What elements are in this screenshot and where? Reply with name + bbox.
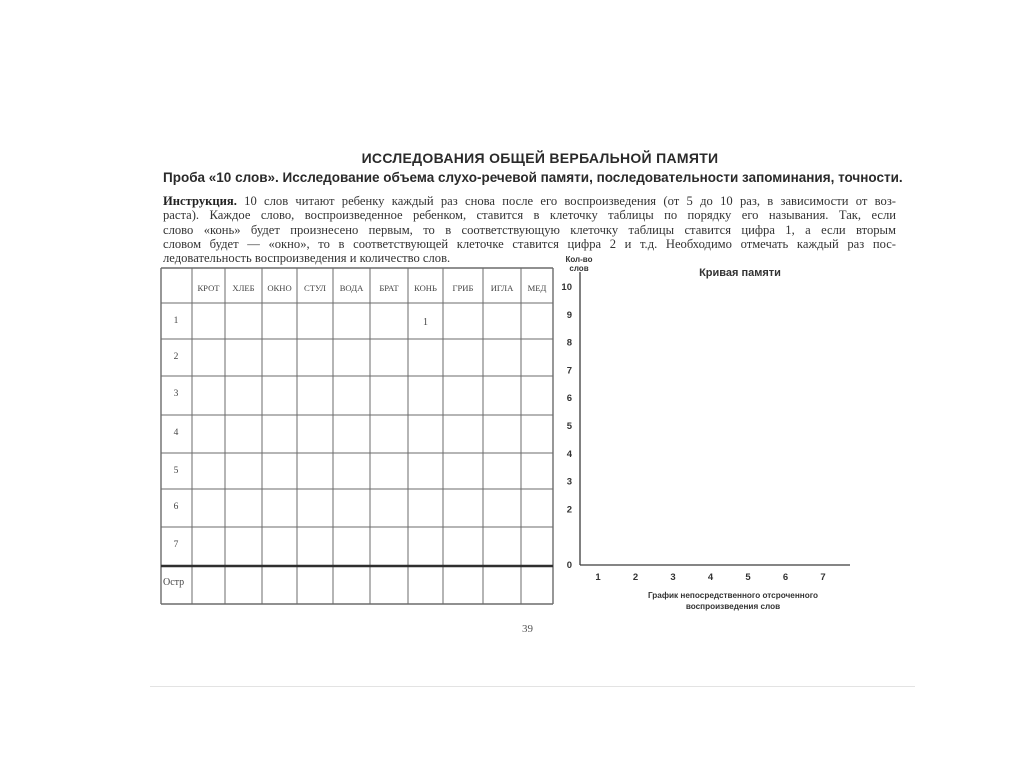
instruction-line-2: раста). Каждое слово, воспроизведенное ребенком, ставится в клеточку таблицы по порядку его называния. Так, если: [163, 208, 896, 223]
row-header-5: 5: [173, 466, 179, 476]
y-tick-label: 8: [566, 337, 572, 349]
chart-xlabel-line-1: График непосредственного отсроченного: [647, 591, 819, 600]
instruction-label: Инструкция.: [163, 194, 237, 208]
column-header-4: СТУЛ: [304, 283, 326, 293]
row-header-4: 4: [173, 428, 179, 438]
column-header-7: КОНЬ: [414, 283, 437, 293]
instruction-line-1: Инструкция. 10 слов читают ребенку каждый раз снова после его воспроизведения (от 5 до 10 раз, в зависимости от воз-: [163, 194, 897, 208]
page-subtitle: Проба «10 слов». Исследование объема слухо-речевой памяти, последовательности запоминания, точности.: [163, 170, 903, 185]
chart-ylabel-line-2: слов: [569, 264, 589, 273]
instruction-line-5: ледовательность воспроизведения и количество слов.: [163, 251, 451, 266]
y-tick-label: 6: [566, 393, 572, 405]
page-title: ИССЛЕДОВАНИЯ ОБЩЕЙ ВЕРБАЛЬНОЙ ПАМЯТИ: [361, 150, 719, 166]
instruction-line-3: слово «конь» будет произнесено первым, то в соответствующую клеточку таблицы ставится цифра 1, а если вторым: [163, 222, 896, 237]
column-header-9: ИГЛА: [490, 283, 514, 293]
row-header-1: 1: [173, 316, 179, 326]
instruction-line-4: словом будет — «окно», то в соответствующей клеточке ставится цифра 2 и т.д. Необходимо отмечать каждый раз пос-: [163, 236, 896, 251]
x-tick-label: 3: [670, 572, 676, 583]
column-header-10: МЕД: [527, 283, 547, 293]
table-cell-mark: 1: [423, 317, 428, 328]
y-tick-label: 5: [566, 421, 572, 432]
chart-title: Кривая памяти: [699, 267, 781, 279]
column-header-2: ХЛЕБ: [232, 283, 255, 293]
x-tick-label: 5: [745, 572, 751, 583]
row-header-8: Остр: [163, 577, 185, 588]
row-header-7: 7: [173, 540, 179, 550]
y-tick-label: 0: [566, 560, 572, 571]
column-header-8: ГРИБ: [452, 283, 474, 293]
x-tick-label: 6: [782, 572, 789, 583]
page-number: 39: [522, 623, 533, 635]
x-tick-label: 2: [632, 572, 639, 583]
row-header-2: 2: [173, 352, 179, 362]
row-header-3: 3: [173, 389, 179, 399]
y-tick-label: 10: [561, 282, 572, 293]
x-tick-label: 7: [820, 572, 826, 583]
column-header-1: КРОТ: [197, 283, 220, 293]
column-header-3: ОКНО: [267, 283, 292, 293]
y-tick-label: 3: [566, 476, 572, 488]
row-header-6: 6: [173, 502, 179, 512]
x-tick-label: 1: [595, 572, 601, 583]
chart-ylabel-line-1: Кол-во: [565, 255, 593, 264]
y-tick-label: 2: [566, 504, 572, 516]
chart-xlabel-line-2: воспроизведения слов: [685, 602, 781, 611]
column-header-6: БРАТ: [379, 283, 399, 293]
y-tick-label: 9: [566, 309, 572, 321]
page-bottom-rule: [150, 686, 915, 687]
y-tick-label: 4: [566, 448, 572, 460]
column-header-5: ВОДА: [339, 283, 364, 293]
y-tick-label: 7: [566, 365, 572, 377]
x-tick-label: 4: [707, 572, 714, 583]
